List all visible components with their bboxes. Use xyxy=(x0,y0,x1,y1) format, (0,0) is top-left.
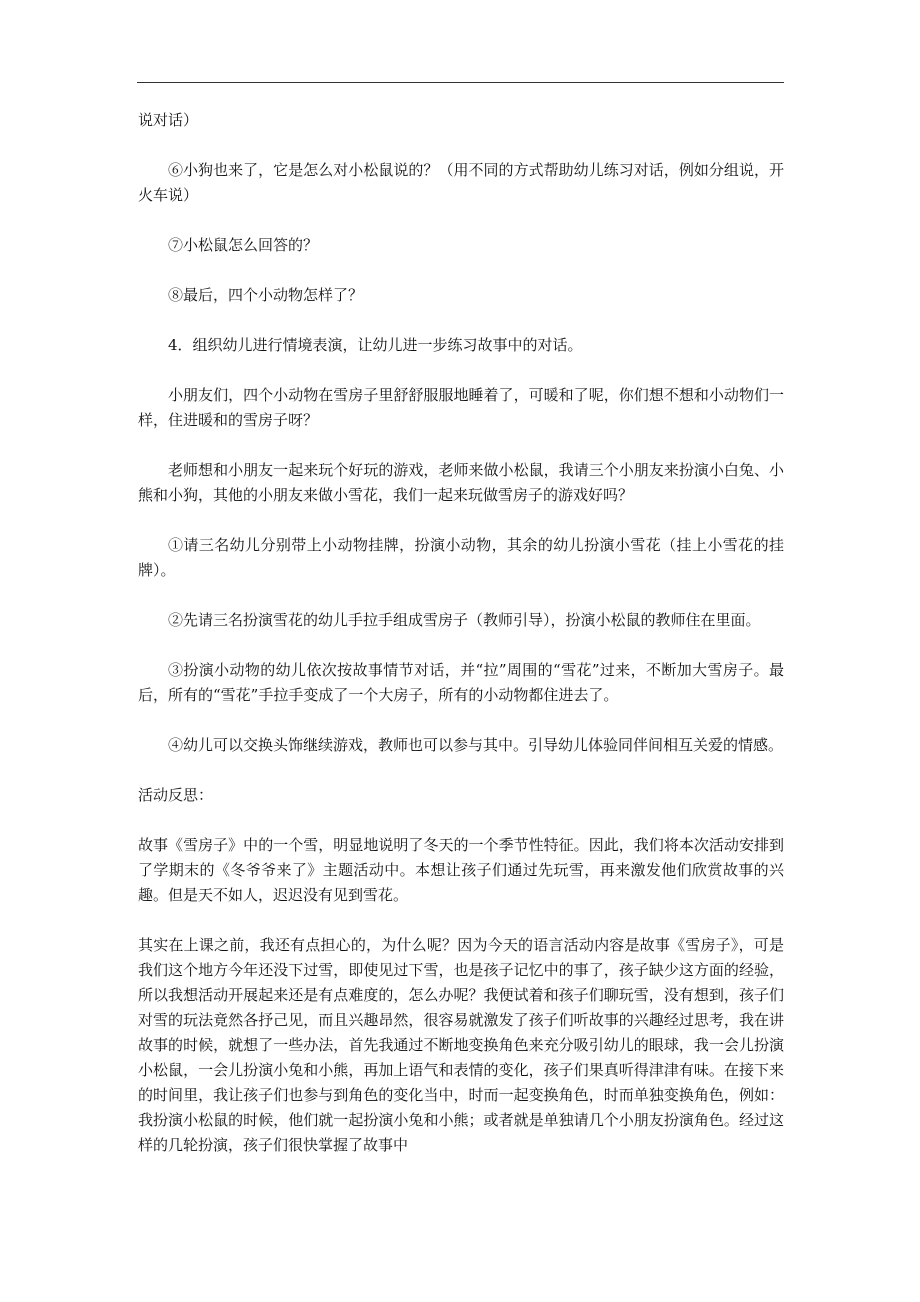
paragraph: ⑦小松鼠怎么回答的？ xyxy=(168,236,319,254)
paragraph: ③扮演小动物的幼儿依次按故事情节对话，并“拉”周围的“雪花”过来，不断加大雪房子。最后，所有的“雪花”手拉手变成了一个大房子，所有的小动物都住进去了。 xyxy=(138,661,784,704)
paragraph: 4．组织幼儿进行情境表演，让幼儿进一步练习故事中的对话。 xyxy=(168,336,583,354)
paragraph: ⑧最后，四个小动物怎样了？ xyxy=(168,286,364,304)
header-rule xyxy=(137,82,784,83)
paragraph: ④幼儿可以交换头饰继续游戏，教师也可以参与其中。引导幼儿体验同伴间相互关爱的情感。 xyxy=(168,736,784,754)
paragraph: 故事《雪房子》中的一个雪，明显地说明了冬天的一个季节性特征。因此，我们将本次活动安排到了学期末的《冬爷爷来了》主题活动中。本想让孩子们通过先玩雪，再来激发他们欣赏故事的兴趣。但是天不如人，迟迟没有见到雪花。 xyxy=(138,836,784,904)
paragraph: 老师想和小朋友一起来玩个好玩的游戏，老师来做小松鼠，我请三个小朋友来扮演小白兔、小熊和小狗，其他的小朋友来做小雪花，我们一起来玩做雪房子的游戏好吗？ xyxy=(138,461,784,504)
section-heading: 活动反思： xyxy=(138,786,214,804)
document-body xyxy=(138,108,784,1183)
paragraph: 说对话） xyxy=(138,111,199,129)
paragraph: ⑥小狗也来了，它是怎么对小松鼠说的？（用不同的方式帮助幼儿练习对话，例如分组说，开火车说） xyxy=(138,161,784,204)
paragraph: 小朋友们，四个小动物在雪房子里舒舒服服地睡着了，可暖和了呢，你们想不想和小动物们一样，住进暖和的雪房子呀？ xyxy=(138,386,784,429)
paragraph: ②先请三名扮演雪花的幼儿手拉手组成雪房子（教师引导），扮演小松鼠的教师住在里面。 xyxy=(168,611,761,629)
paragraph: ①请三名幼儿分别带上小动物挂牌，扮演小动物，其余的幼儿扮演小雪花（挂上小雪花的挂牌）。 xyxy=(138,536,784,579)
paragraph: 其实在上课之前，我还有点担心的，为什么呢？因为今天的语言活动内容是故事《雪房子》，可是我们这个地方今年还没下过雪，即使见过下雪，也是孩子记忆中的事了，孩子缺少这方面的经验，所以我想活动开展起来还是有点难度的，怎么办呢？我便试着和孩子们聊玩雪，没有想到，孩子们对雪的玩法竟然各抒己见，而且兴趣昂然，很容易就激发了孩子们听故事的兴趣经过思考，我在讲故事的时候，就想了一些办法，首先我通过不断地变换角色来充分吸引幼儿的眼球，我一会儿扮演小松鼠，一会儿扮演小兔和小熊，再加上语气和表情的变化，孩子们果真听得津津有味。在接下来的时间里，我让孩子们也参与到角色的变化当中，时而一起变换角色，时而单独变换角色，例如：我扮演小松鼠的时候，他们就一起扮演小兔和小熊；或者就是单独请几个小朋友扮演角色。经过这样的几轮扮演，孩子们很快掌握了故事中 xyxy=(138,936,784,1154)
